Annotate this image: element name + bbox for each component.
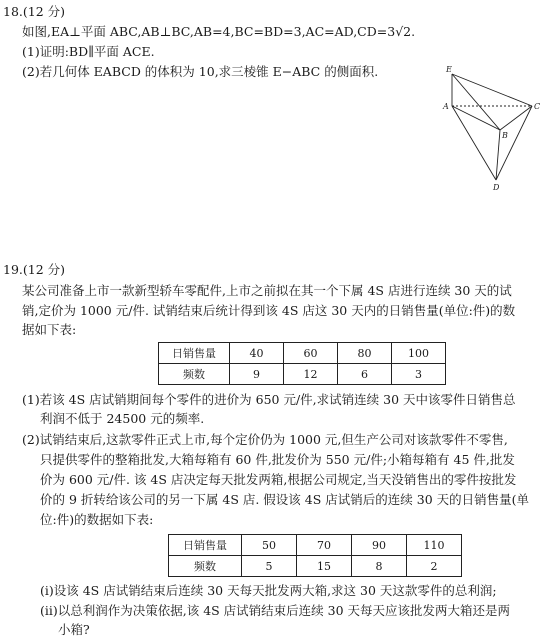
table-cell: 5 (242, 556, 297, 577)
q19-header: 19.(12 分) (3, 262, 66, 277)
table-cell: 80 (338, 343, 392, 364)
q18-part2: (2)若几何体 EABCD 的体积为 10,求三棱锥 E−ABC 的侧面积. (22, 64, 379, 79)
table-cell: 70 (297, 535, 352, 556)
q19-sub-i: (i)设该 4S 店试销结束后连续 30 天每天批发两大箱,求这 30 天这款零件的总利润; (40, 583, 497, 598)
q19-sub-ii-line2: 小箱? (58, 622, 90, 637)
edge-EC (452, 74, 532, 106)
q19-part2-line1: (2)试销结束后,这款零件正式上市,每个定价仍为 1000 元,但生产公司对该款零件不零售, (22, 432, 508, 447)
table-cell: 2 (407, 556, 462, 577)
label-A: A (443, 102, 449, 111)
table-row (169, 535, 462, 556)
label-B: B (502, 131, 508, 140)
table-cell: 90 (352, 535, 407, 556)
q19-part1-line2: 利润不低于 24500 元的频率. (40, 411, 205, 426)
table-row (169, 556, 462, 577)
table-cell: 日销售量 (159, 343, 230, 364)
q19-part2-line4: 价的 9 折转给该公司的另一下属 4S 店. 假设该 4S 店试销后的连续 30 天的日销售量(单 (40, 492, 530, 507)
table-cell: 12 (284, 364, 338, 385)
q19-table-1 (158, 342, 446, 385)
table-cell: 频数 (169, 556, 242, 577)
table-cell: 9 (230, 364, 284, 385)
q18-geometry-figure (430, 62, 550, 192)
q19-sub-ii-line1: (ii)以总利润作为决策依据,该 4S 店试销结束后连续 30 天每天应该批发两大箱还是两 (40, 603, 511, 618)
q18-header: 18.(12 分) (3, 4, 66, 19)
q19-intro-line2: 销,定价为 1000 元/件. 试销结束后统计得到该 4S 店这 30 天内的日销售量(单位:件)的数 (22, 303, 516, 318)
edge-EB (452, 74, 500, 130)
q18-condition: 如图,EA⊥平面 ABC,AB⊥BC,AB=4,BC=BD=3,AC=AD,CD=3√2. (22, 24, 416, 39)
q19-table-2 (168, 534, 462, 577)
table-cell: 6 (338, 364, 392, 385)
table-row (159, 364, 446, 385)
edge-CD (496, 106, 532, 180)
table-cell: 110 (407, 535, 462, 556)
q19-part1-line1: (1)若该 4S 店试销期间每个零件的进价为 650 元/件,求试销连续 30 天中该零件日销售总 (22, 392, 516, 407)
q19-intro-line1: 某公司准备上市一款新型轿车零配件,上市之前拟在其一个下属 4S 店进行连续 30 天的试 (22, 283, 512, 298)
label-E: E (446, 65, 452, 74)
label-C: C (534, 102, 541, 111)
table-cell: 日销售量 (169, 535, 242, 556)
table-cell: 40 (230, 343, 284, 364)
q19-intro-line3: 据如下表: (22, 322, 77, 337)
table-cell: 8 (352, 556, 407, 577)
table-row (159, 343, 446, 364)
q19-part2-line2: 只提供零件的整箱批发,大箱每箱有 60 件,批发价为 550 元/件;小箱每箱有 45 件,批发 (40, 452, 515, 467)
table-cell: 100 (392, 343, 446, 364)
q19-part2-line3: 价为 600 元/件. 该 4S 店决定每天批发两箱,根据公司规定,当天没销售出的零件按批发 (40, 472, 517, 487)
table-cell: 频数 (159, 364, 230, 385)
edge-BC (500, 106, 532, 130)
table-cell: 50 (242, 535, 297, 556)
table-cell: 60 (284, 343, 338, 364)
table-cell: 3 (392, 364, 446, 385)
table-cell: 15 (297, 556, 352, 577)
q19-part2-line5: 位:件)的数据如下表: (40, 512, 154, 527)
q18-part1: (1)证明:BD∥平面 ACE. (22, 44, 155, 59)
label-D: D (493, 183, 500, 192)
